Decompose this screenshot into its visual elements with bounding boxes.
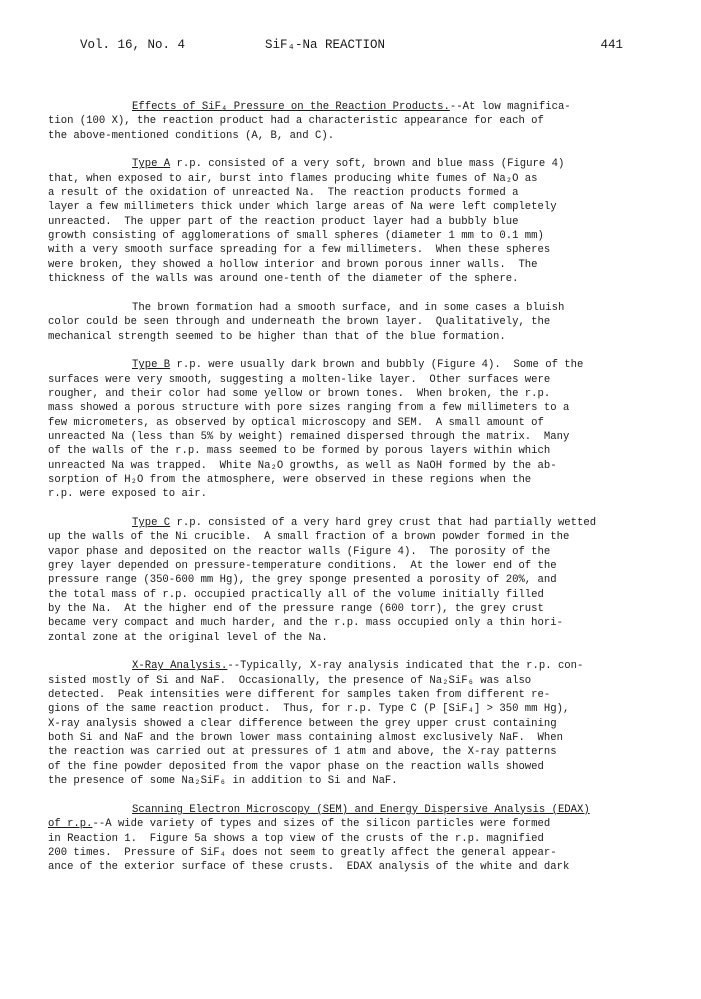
page-body [48,100,653,889]
running-title: SiF₄-Na REACTION [265,38,386,52]
paragraph-type-c: Type C r.p. consisted of a very hard grey crust that had partially wetted up the walls of the Ni crucible. A small fraction of a brown powder formed in the vapor phase and deposited on the reactor walls (Figure 4). The porosity of the grey layer depended on pressure-temperature conditions. At the lower end of the pressure range (350-600 mm Hg), the grey sponge presented a porosity of 20%, and the total mass of r.p. occupied practically all of the volume initially filled by the Na. At the higher end of the pressure range (600 torr), the grey crust became very compact and much harder, and the r.p. mass occupied only a thin hori- zontal zone at the original level of the Na. [48,516,597,644]
paragraph-sem-edax: Scanning Electron Microscopy (SEM) and Energy Dispersive Analysis (EDAX) of r.p.--A wide variety of types and sizes of the silicon particles were formed in Reaction 1. Figure 5a shows a top view of the crusts of the r.p. magnified 200 times. Pressure of SiF₄ does not seem to greatly affect the general appear- ance of the exterior surface of these crusts. EDAX analysis of the white and dark [48,803,653,875]
section-heading: X-Ray Analysis. [132,660,228,673]
type-label: Type C [132,516,171,529]
type-label: Type B [132,359,171,372]
running-header [80,38,623,56]
section-heading-continued: of r.p. [48,818,93,831]
paragraph-brown-formation: The brown formation had a smooth surface, and in some cases a bluish color could be seen through and underneath the brown layer. Qualitatively, the mechanical strength seemed to be higher than that of the blue formation. [48,301,565,343]
paragraph-type-b: Type B r.p. were usually dark brown and bubbly (Figure 4). Some of the surfaces were very smooth, suggesting a molten-like layer. Other surfaces were rougher, and their color had some yellow or brown tones. When broken, the r.p. mass showed a porous structure with pore sizes ranging from a few millimeters to a few micrometers, as observed by optical microscopy and SEM. A small amount of unreacted Na (less than 5% by weight) remained dispersed through the matrix. Many of the walls of the r.p. mass seemed to be formed by porous layers within which unreacted Na was trapped. White Na₂O growths, as well as NaOH formed by the ab- sorption of H₂O from the atmosphere, were observed in these regions when the r.p. were exposed to air. [48,359,584,501]
type-label: Type A [132,158,171,171]
page-number: 441 [600,38,623,52]
paragraph-type-a: Type A r.p. consisted of a very soft, brown and blue mass (Figure 4) that, when exposed to air, burst into flames producing white fumes of Na₂O as a result of the oxidation of unreacted Na. The reaction products formed a layer a few millimeters thick under which large areas of Na were left completely unreacted. The upper part of the reaction product layer had a bubbly blue growth consisting of agglomerations of small spheres (diameter 1 mm to 0.1 mm) with a very smooth surface spreading for a few millimeters. When these spheres were broken, they showed a hollow interior and brown porous inner walls. The thickness of the walls was around one-tenth of the diameter of the sphere. [48,158,565,286]
volume-number: Vol. 16, No. 4 [80,38,186,52]
paragraph-xray-analysis: X-Ray Analysis.--Typically, X-ray analysis indicated that the r.p. con- sisted mostly of Si and NaF. Occasionally, the presence of Na₂SiF₆ was also detected. Peak intensities were different for samples taken from different re- gions of the same reaction product. Thus, for r.p. Type C (P [SiF₄] > 350 mm Hg), X-ray analysis showed a clear difference between the grey upper crust containing both Si and NaF and the brown lower mass containing almost exclusively NaF. When the reaction was carried out at pressures of 1 atm and above, the X-ray patterns of the fine powder deposited from the vapor phase on the reaction walls showed the presence of some Na₂SiF₆ in addition to Si and NaF. [48,660,584,788]
paragraph-pressure-effects: Effects of SiF₄ Pressure on the Reaction Products.--At low magnifica- tion (100 X), the reaction product had a characteristic appearance for each of the above-mentioned conditions (A, B, and C). [48,101,571,142]
section-heading: Scanning Electron Microscopy (SEM) and Energy Dispersive Analysis (EDAX) [132,803,590,816]
section-heading: Effects of SiF₄ Pressure on the Reaction Products. [132,101,450,113]
